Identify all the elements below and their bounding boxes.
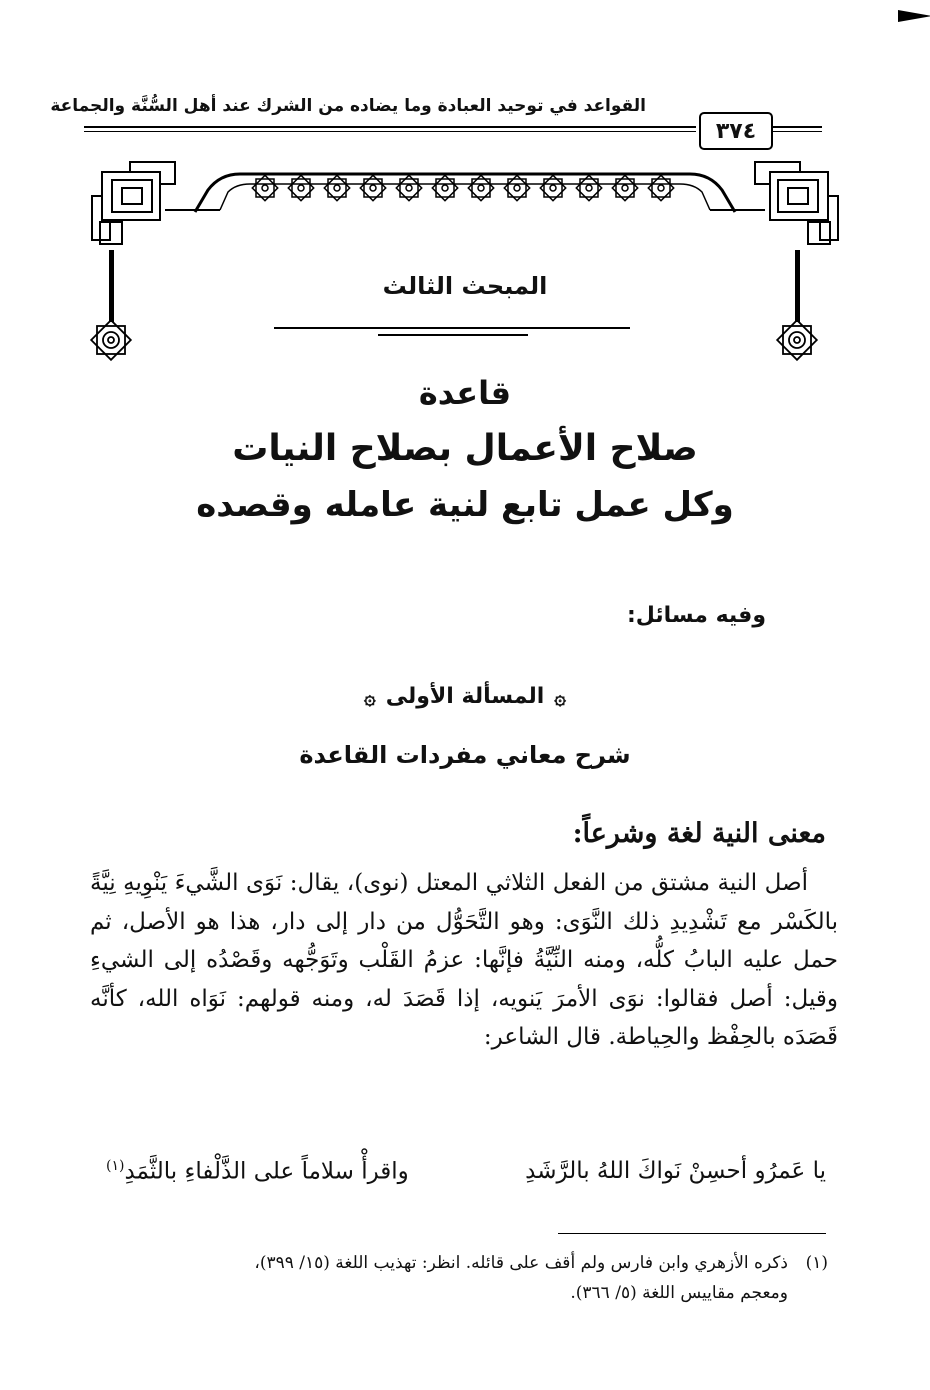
section-label: المبحث الثالث xyxy=(382,272,548,300)
flower-icon: ۞ xyxy=(364,684,376,709)
verse-hemistich-2: واقرأْ سلاماً على الذَّلْفاءِ بالثَّمَدِ xyxy=(124,1158,409,1185)
intro-text: وفيه مسائل: xyxy=(626,603,766,628)
footnote-text-2: ومعجم مقاييس اللغة (٥/ ٣٦٦). xyxy=(570,1283,788,1303)
right-knot-ornament xyxy=(755,162,838,244)
footnote-ref: (١) xyxy=(106,1158,125,1174)
body-paragraph: أصل النية مشتق من الفعل الثلاثي المعتل (نوى)، يقال: نَوَى الشَّيءَ يَنْوِيهِ نِيَّةً بالكَسْر مع تَشْدِيدِ ذلك النَّوَى: وهو التَّحَوُّل من دار إلى دار، هذا هو الأصل، ثم حمل عليه البابُ كلُّه، ومنه النِّيَّةُ فإنَّها: عزمُ القَلْب وتَوَجُّهه وقَصْدُه إلى الشيءِ وقيل: أصل فقالوا: نوَى الأمرَ يَنويه، إذا قَصَدَ له، ومنه قولهم: نَوَاه الله، كأنَّه قَصَدَه بالحِفْظ والحِياطة. قال الشاعر: xyxy=(90,870,838,1050)
issue-title-row xyxy=(0,684,930,709)
rule-title-line2: وكل عمل تابع لنية عامله وقصده xyxy=(196,485,734,525)
corner-mark xyxy=(898,10,930,22)
rule-title-line1: صلاح الأعمال بصلاح النيات xyxy=(232,428,698,469)
verse-line xyxy=(106,1158,826,1185)
ornament-frame xyxy=(80,150,850,380)
flower-icon: ۞ xyxy=(554,684,567,709)
footnote-line-1 xyxy=(78,1248,828,1278)
header-rule-left-top xyxy=(84,126,696,128)
verse-hemistich-2-wrap xyxy=(106,1158,409,1185)
verse-hemistich-1: يا عَمرُو أحسِنْ نَواكَ اللهُ بالرَّشَدِ xyxy=(525,1158,826,1184)
footnote-text-1: ذكره الأزهري وابن فارس ولم أقف على قائله. انظر: تهذيب اللغة (١٥/ ٣٩٩)، xyxy=(254,1253,788,1273)
header-rule-left-bottom xyxy=(84,131,696,132)
left-pillar xyxy=(109,250,114,322)
rule-heading: قاعدة xyxy=(418,374,512,412)
subheading: معنى النية لغة وشرعاً: xyxy=(572,818,826,849)
right-pillar xyxy=(795,250,800,322)
footnote xyxy=(78,1248,828,1308)
footnote-number: (١) xyxy=(805,1253,828,1273)
running-header-title: القواعد في توحيد العبادة وما يضاده من الشرك عند أهل السُّنَّة والجماعة xyxy=(50,96,646,116)
header-rule-right-bottom xyxy=(772,131,822,132)
right-star-medallion xyxy=(777,320,817,360)
issue-title: المسألة الأولى xyxy=(385,684,545,709)
header-rule-right-top xyxy=(772,126,822,128)
left-knot-ornament xyxy=(92,162,175,244)
section-rule-long xyxy=(274,327,630,329)
issue-subtitle: شرح معاني مفردات القاعدة xyxy=(299,741,631,769)
page-number: ٣٧٤ xyxy=(699,112,773,150)
left-star-medallion xyxy=(91,320,131,360)
footnote-separator xyxy=(558,1233,826,1234)
section-rule-short xyxy=(378,334,528,336)
star-chain-ornament xyxy=(252,175,673,200)
